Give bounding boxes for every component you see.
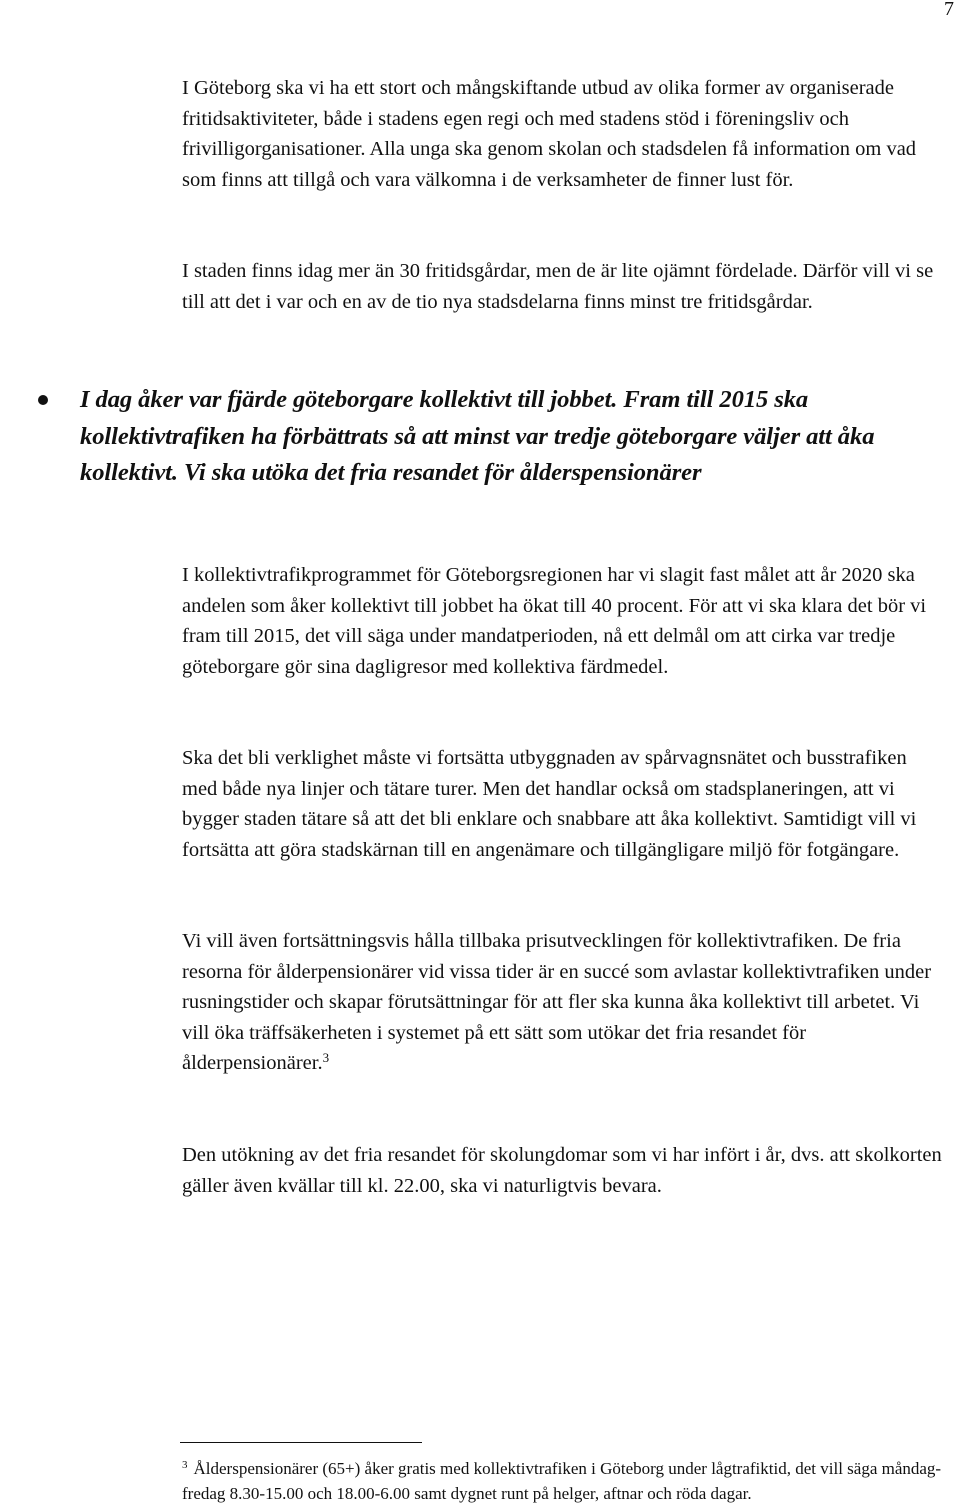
paragraph-price-development (182, 926, 942, 1079)
paragraph-transport-programme: I kollektivtrafikprogrammet för Göteborgsregionen har vi slagit fast målet att år 2020 ska andelen som åker kollektivt till jobbet ha ökat till 40 procent. För att vi ska klara det bör vi fram till 2015, det vill säga under mandatperioden, nå ett delmål om att cirka var tredje göteborgare gör sina dagligresor med kollektiva färdmedel. (182, 564, 927, 678)
paragraph-youth-centres: I staden finns idag mer än 30 fritidsgårdar, men de är lite ojämnt fördelade. Därför vill vi se till att det i var och en av de tio nya stadsdelarna finns minst tre fritidsgårdar. (182, 260, 934, 313)
paragraph-price-development-text: Vi vill även fortsättningsvis hålla tillbaka prisutvecklingen för kollektivtrafiken. De fria resorna för ålderpensionärer vid vissa tider är en succé som avlastar kollektivtrafiken under rusningstider och skapar förutsättningar för att fler ska kunna åka kollektivt till arbetet. Vi vill öka träffsäkerheten i systemet på ett sätt som utökar det fria resandet för ålderpensionärer. (182, 930, 932, 1074)
bullet-point-icon (38, 395, 48, 405)
footnote-number: 3 (182, 1459, 188, 1471)
paragraph-leisure-activities: I Göteborg ska vi ha ett stort och mångskiftande utbud av olika former av organiserade fritidsaktiviteter, både i stadens egen regi och med stadens stöd i föreningsliv och frivilligorganisationer. Alla unga ska genom skolan och stadsdelen få information om vad som finns att tillgå och vara välkomna i de verksamheter de finner lust för. (182, 77, 917, 191)
bullet-heading-public-transport: I dag åker var fjärde göteborgare kollektivt till jobbet. Fram till 2015 ska kollektivtrafiken ha förbättrats så att minst var tredje göteborgare väljer att åka kollektivt. Vi ska utöka det fria resandet för ålderspensionärer (80, 386, 875, 487)
page-number: 7 (944, 0, 954, 20)
footnote-reference[interactable]: 3 (322, 1050, 330, 1065)
paragraph-school-cards: Den utökning av det fria resandet för skolungdomar som vi har infört i år, dvs. att skolkorten gäller även kvällar till kl. 22.00, ska vi naturligtvis bevara. (182, 1144, 942, 1197)
footnote-divider (180, 1442, 422, 1443)
paragraph-tram-network: Ska det bli verklighet måste vi fortsätta utbyggnaden av spårvagnsnätet och busstrafiken med både nya linjer och tätare turer. Men det handlar också om stadsplaneringen, att vi bygger staden tätare så att det bli enklare och snabbare att åka kollektivt. Samtidigt vill vi fortsätta att göra stadskärnan till en angenämare och tillgängligare miljö för fotgängare. (182, 747, 917, 861)
footnote-text: Ålderspensionärer (65+) åker gratis med kollektivtrafiken i Göteborg under lågtrafiktid, det vill säga måndag-fredag 8.30-15.00 och 18.00-6.00 samt dygnet runt på helger, aftnar och röda dagar. (182, 1459, 942, 1503)
footnote (182, 1456, 942, 1506)
